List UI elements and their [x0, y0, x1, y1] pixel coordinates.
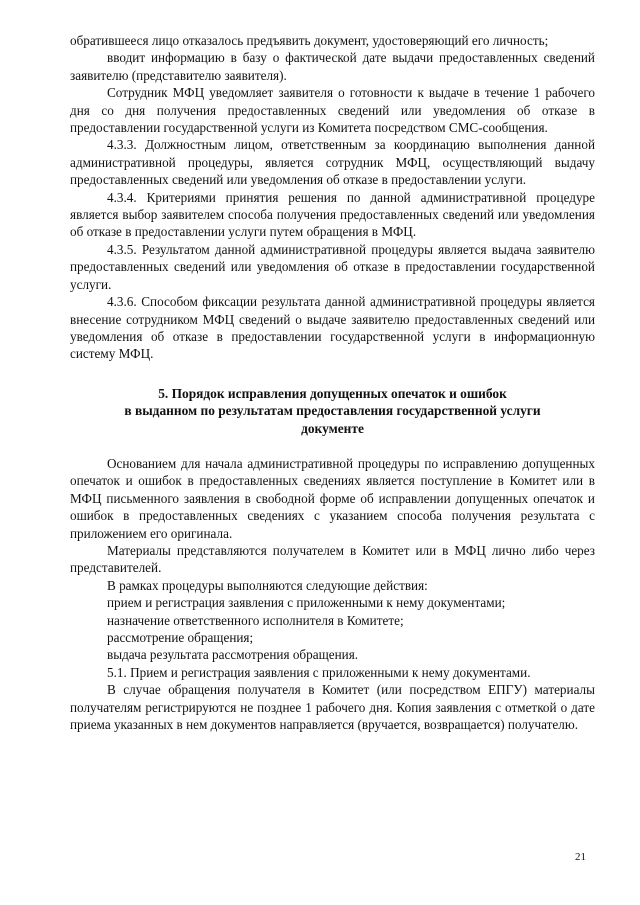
paragraph: Основанием для начала административной процедуры по исправлению допущенных опечаток и ошибок в предоставленных сведениях является поступление в Комитет или в МФЦ письменного заявления в свободной форме об исправлении допущенных опечаток и ошибок в предоставленных сведениях с указанием способа получения результата с приложением его оригинала. — [70, 455, 595, 541]
paragraph: обратившееся лицо отказалось предъявить документ, удостоверяющий его личность; — [70, 33, 549, 48]
subsection-title: 5.1. Прием и регистрация заявления с приложенными к нему документами. — [107, 664, 531, 680]
paragraph: 4.3.3. Должностным лицом, ответственным за координацию выполнения данной административной процедуры, является сотрудник МФЦ, осуществляющий выдачу предоставленных сведений или уведомления об отказе в предоставлении услуги. — [70, 137, 595, 188]
list-item: прием и регистрация заявления с приложенными к нему документами; — [107, 595, 506, 611]
list-item: рассмотрение обращения; — [107, 630, 254, 645]
paragraph: 4.3.4. Критериями принятия решения по данной административной процедуре является выбор заявителем способа получения предоставленных сведений или уведомления об отказе в предоставлении услуги путем обращения в МФЦ. — [70, 189, 595, 240]
paragraph: 4.3.5. Результатом данной административной процедуры является выдача заявителю предоставленных сведений или уведомления об отказе в предоставлении государственной услуги. — [70, 241, 595, 292]
section-heading — [70, 385, 595, 437]
list-item: выдача результата рассмотрения обращения. — [107, 647, 359, 663]
section-heading-line: 5. Порядок исправления допущенных опечаток и ошибок — [158, 385, 507, 401]
paragraph: В случае обращения получателя в Комитет (или посредством ЕПГУ) материалы получателям регистрируются не позднее 1 рабочего дня. Копия заявления с отметкой о дате приема указанных в нем документов направляется (вручается, возвращается) получателю. — [70, 682, 595, 733]
paragraph: Материалы представляются получателем в Комитет или в МФЦ лично либо через представителей. — [70, 542, 595, 576]
section-heading-line: в выданном по результатам предоставления государственной услуги — [124, 403, 541, 419]
paragraph: 4.3.6. Способом фиксации результата данной административной процедуры является внесение сотрудником МФЦ сведений о выдаче заявителю предоставленных сведений или уведомления об отказе в предоставлении государственной услуги в информационную систему МФЦ. — [70, 294, 595, 362]
paragraph: Сотрудник МФЦ уведомляет заявителя о готовности к выдаче в течение 1 рабочего дня со дня получения предоставленных сведений или уведомления об отказе в предоставлении государственной услуги из Комитета посредством СМС-сообщения. — [70, 85, 595, 136]
page-content — [70, 32, 595, 733]
page-number: 21 — [575, 851, 586, 863]
list-item: назначение ответственного исполнителя в Комитете; — [107, 612, 404, 628]
paragraph: В рамках процедуры выполняются следующие действия: — [107, 577, 428, 593]
section-heading-line: документе — [301, 420, 364, 436]
paragraph: вводит информацию в базу о фактической дате выдачи предоставленных сведений заявителю (представителю заявителя). — [70, 50, 595, 83]
